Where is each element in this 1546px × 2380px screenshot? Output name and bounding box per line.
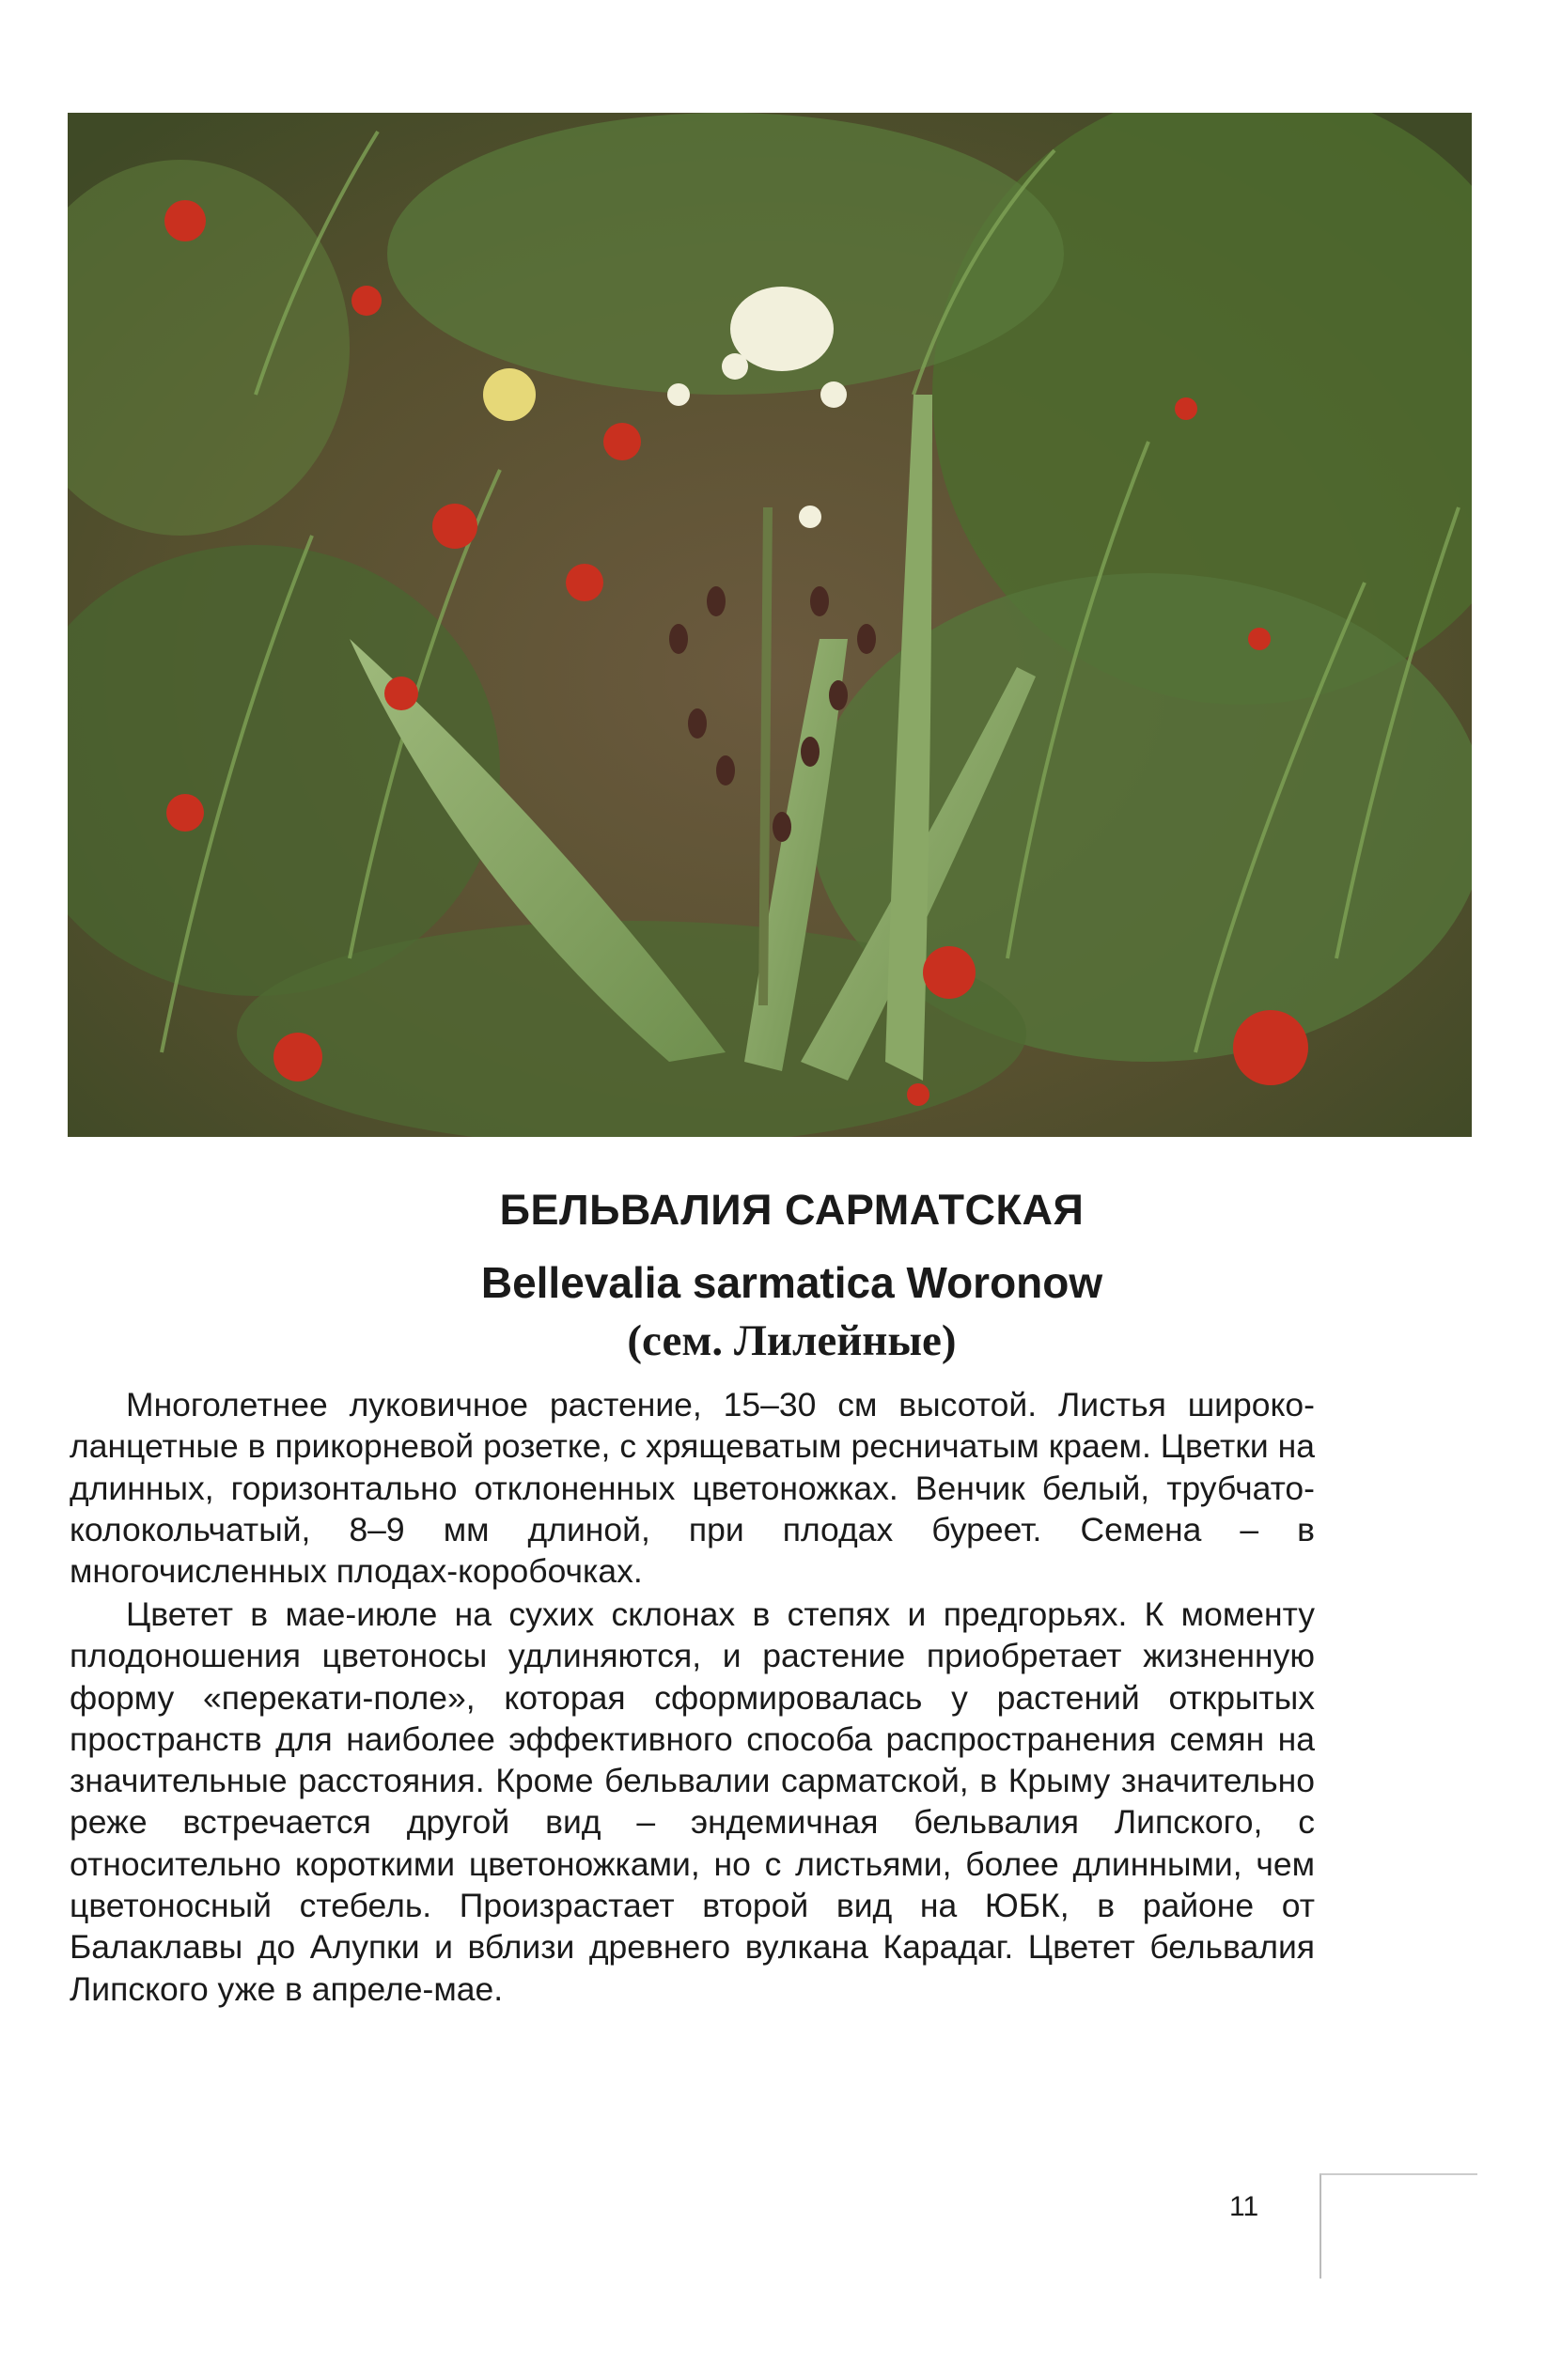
page-corner-mark: [1320, 2173, 1477, 2279]
page-title: БЕЛЬВАЛИЯ САРМАТСКАЯ: [499, 1186, 1085, 1234]
page-number: 11: [1229, 2191, 1259, 2222]
habitat-paragraph: Цветет в мае-июле на сухих склонах в степях и предгорьях. К моменту плодоношения цветоносы удлиняются, и растение приобретает жизненную форму «перекати-поле», которая сформировалась у растений открытых пространств для наиболее эффективного способа распространения семян на значительные расстояния. Кроме бельвалии сарматской, в Крыму значительно реже встречается другой вид – эндемичная бельвалия Липского, с относительно короткими цветоножками, но с листьями, более длинными, чем цветоносный стебель. Произрастает второй вид на ЮБК, в районе от Балаклавы до Алупки и вблизи древнего вулкана Карадаг. Цветет бельвалия Липского уже в апреле-мае.: [70, 1595, 1315, 2008]
description-paragraph: Многолетнее луковичное растение, 15–30 см высотой. Листья широко-ланцетные в прикорневой розетке, с хрящеватым ресничатым краем. Цветки на длинных, горизонтально отклоненных цветоножках. Венчик белый, трубчато-колокольчатый, 8–9 мм длиной, при плодах буреет. Семена – в многочисленных плодах-коробочках.: [70, 1386, 1315, 1591]
family-name: (сем. Лилейные): [627, 1316, 957, 1365]
plant-photo: [68, 113, 1472, 1137]
plant-photo-illustration: [68, 113, 1472, 1137]
latin-name: Bellevalia sarmatica Woronow: [480, 1258, 1103, 1307]
